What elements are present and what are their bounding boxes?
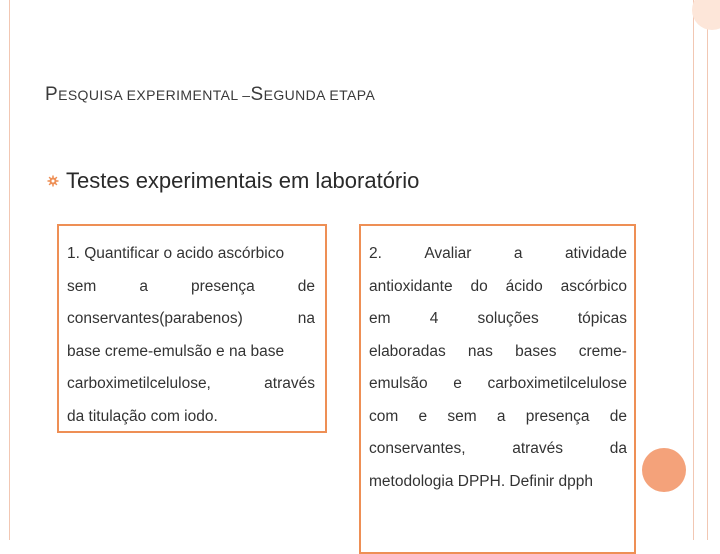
bullet-item (45, 168, 665, 198)
text-word: antioxidante (369, 277, 453, 295)
title-rest-2: EGUNDA ETAPA (263, 87, 376, 103)
text-line (67, 303, 315, 336)
title-separator: – (238, 87, 251, 103)
text-word: com (369, 407, 399, 425)
text-word: 1. Quantificar o acido ascórbico (67, 245, 285, 262)
gear-bullet-icon (47, 175, 59, 187)
decor-circle (642, 448, 686, 492)
text-word: atividade (564, 245, 627, 262)
text-word: de (609, 407, 627, 425)
text-line (67, 336, 315, 369)
text-word: elaboradas (369, 342, 446, 360)
text-line (67, 238, 315, 271)
right-box-text (369, 238, 627, 498)
text-line (369, 368, 627, 401)
frame-right-line (693, 0, 694, 540)
left-text-box (57, 224, 327, 433)
text-word: de (297, 277, 315, 295)
text-line (67, 401, 315, 434)
text-word: sem (447, 407, 477, 425)
text-line (67, 271, 315, 304)
text-word: 2. (369, 245, 382, 262)
text-line (67, 368, 315, 401)
text-word: conservantes(parabenos) (67, 310, 243, 327)
title-cap-1: P (45, 84, 59, 105)
title-cap-2: S (250, 84, 264, 105)
text-word: ácido (505, 277, 543, 295)
text-word: emulsão (369, 375, 428, 392)
text-line (369, 271, 627, 304)
text-word: a (513, 245, 523, 262)
text-word: carboximetilcelulose (487, 375, 627, 392)
text-word: soluções (477, 310, 539, 327)
text-word: carboximetilcelulose, (67, 375, 211, 392)
text-word: através (512, 440, 564, 457)
text-line (369, 401, 627, 434)
text-word: sem (67, 277, 97, 295)
text-line (369, 336, 627, 369)
slide-title (45, 84, 665, 106)
text-word: através (264, 375, 315, 392)
text-word: metodologia DPPH. Definir dpph (369, 472, 594, 490)
text-word: presença (190, 277, 255, 295)
text-word: nas (467, 342, 493, 360)
bullet-text: Testes experimentais em laboratório (66, 168, 420, 193)
text-word: Avaliar (424, 245, 472, 262)
left-box-text (67, 238, 315, 433)
text-word: conservantes, (369, 440, 466, 457)
text-word: do (470, 277, 488, 295)
text-word: em (369, 310, 391, 327)
text-line (369, 466, 627, 499)
text-word: presença (525, 407, 590, 425)
text-word: base creme-emulsão e na base (67, 342, 285, 360)
text-word: e (453, 375, 462, 392)
text-word: a (139, 277, 148, 295)
text-word: bases (515, 342, 557, 360)
text-word: tópicas (577, 310, 627, 327)
title-rest-1: ESQUISA EXPERIMENTAL (58, 87, 239, 103)
text-word: da (609, 440, 627, 457)
text-word: e (418, 407, 428, 425)
text-line (369, 303, 627, 336)
text-line (369, 238, 627, 271)
text-word: da titulação com iodo. (67, 407, 218, 425)
text-word: na (297, 310, 315, 327)
right-text-box (359, 224, 636, 554)
text-line (369, 433, 627, 466)
text-word: ascórbico (560, 277, 627, 295)
text-word: a (496, 407, 506, 425)
text-word: 4 (429, 310, 439, 327)
text-word: creme- (578, 342, 627, 360)
